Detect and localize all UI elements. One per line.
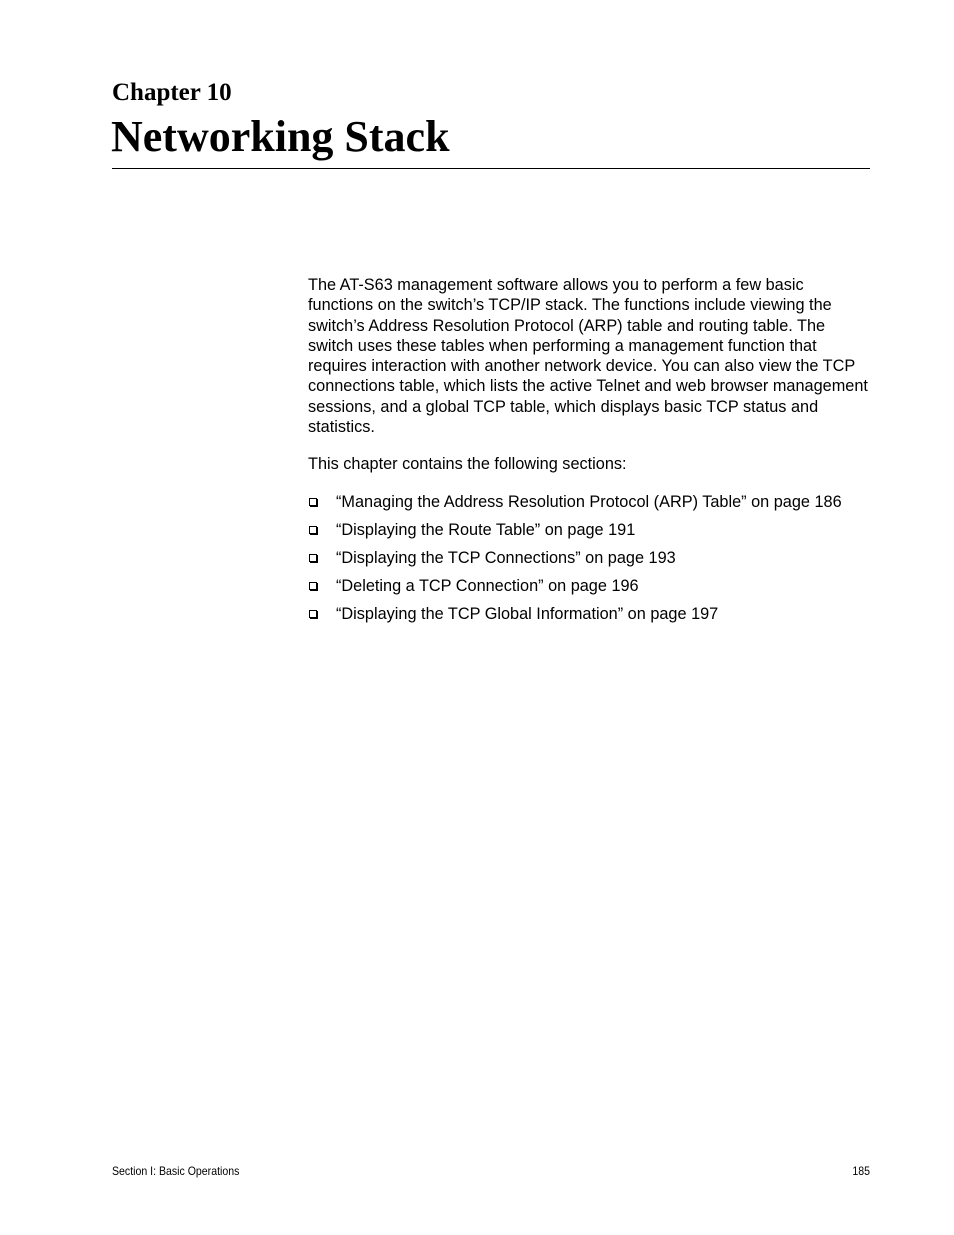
intro-paragraph: The AT-S63 management software allows you to perform a few basic functions on the switch’s TCP/IP stack. The functions include viewing the switch’s Address Resolution Protocol (ARP) table and routing table. The switch uses these tables when performing a management function that requires interaction with another network device. You can also view the TCP connections table, which lists the active Telnet and web browser management sessions, and a global TCP table, which displays basic TCP status and statistics.: [308, 276, 868, 437]
checkbox-bullet-icon: [309, 582, 317, 590]
section-link[interactable]: “Displaying the Route Table” on page 191: [336, 520, 636, 539]
sections-lead-text: This chapter contains the following sections:: [308, 455, 627, 474]
list-item[interactable]: [308, 548, 878, 576]
section-list: [308, 492, 878, 632]
list-item[interactable]: [308, 576, 878, 604]
section-link[interactable]: “Displaying the TCP Connections” on page 193: [336, 548, 676, 567]
section-link[interactable]: “Displaying the TCP Global Information” on page 197: [336, 604, 719, 623]
footer-section-name: Section I: Basic Operations: [112, 1164, 240, 1178]
chapter-title: Networking Stack: [111, 112, 450, 161]
list-item[interactable]: [308, 604, 878, 632]
checkbox-bullet-icon: [309, 526, 317, 534]
title-divider: [112, 168, 870, 169]
checkbox-bullet-icon: [309, 554, 317, 562]
list-item[interactable]: [308, 492, 878, 520]
checkbox-bullet-icon: [309, 610, 317, 618]
chapter-label: Chapter 10: [112, 79, 232, 106]
section-link[interactable]: “Managing the Address Resolution Protocol (ARP) Table” on page 186: [336, 492, 842, 511]
chapter-content: [308, 275, 878, 632]
checkbox-bullet-icon: [309, 498, 317, 506]
list-item[interactable]: [308, 520, 878, 548]
footer-page-number: 185: [852, 1164, 870, 1178]
section-link[interactable]: “Deleting a TCP Connection” on page 196: [336, 576, 639, 595]
